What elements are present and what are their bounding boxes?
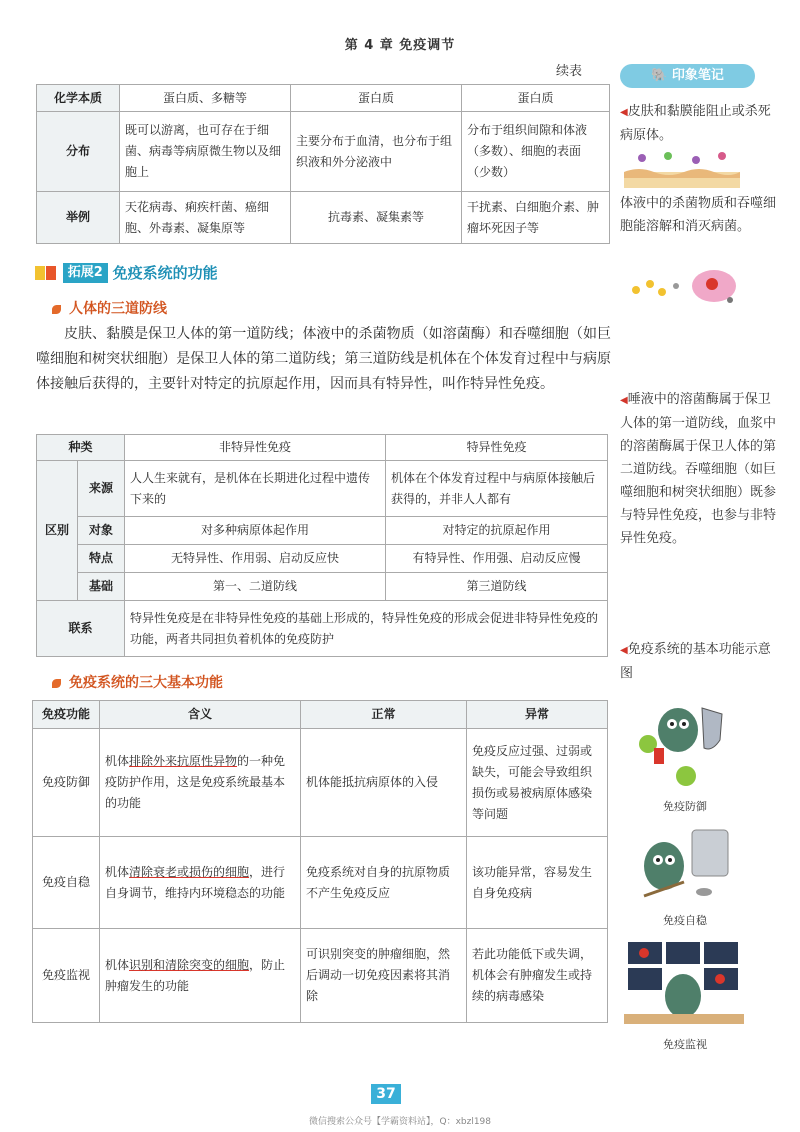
extension-heading [34, 262, 218, 284]
table-cell [100, 729, 301, 837]
table-cell: 有特异性、作用强、启动反应慢 [386, 545, 608, 573]
function-name: 免疫监视 [33, 929, 100, 1023]
note-title-badge [620, 64, 755, 88]
table-cell: 蛋白质 [462, 85, 610, 112]
page-number: 37 [371, 1084, 401, 1104]
kind-label: 种类 [37, 435, 125, 461]
text-span: 机体 [105, 864, 130, 879]
phagocyte-illustration [626, 262, 742, 306]
side-note [620, 100, 780, 147]
pointer-icon: ◀ [620, 645, 628, 656]
book-icon [34, 264, 58, 282]
col-header: 非特异性免疫 [125, 435, 386, 461]
text-span: 机体 [105, 957, 130, 972]
section-heading [52, 672, 223, 692]
table-cell: 既可以游离，也可存在于细菌、病毒等病原微生物以及细胞上 [120, 112, 291, 192]
side-note [620, 638, 780, 685]
row-label: 举例 [37, 192, 120, 244]
table-cell: 机体在个体发育过程中与病原体接触后获得的，并非人人都有 [386, 461, 608, 517]
table-cell: 免疫系统对自身的抗原物质不产生免疫反应 [301, 837, 467, 929]
table-cell: 免疫反应过强、过弱或缺失，可能会导致组织损伤或易被病原体感染等问题 [467, 729, 608, 837]
function-table [32, 700, 608, 1023]
underlined-text: 排除外来抗原性异物 [129, 754, 238, 768]
row-label: 对象 [78, 517, 125, 545]
elephant-icon: 🐘 [651, 68, 672, 83]
surveillance-illustration [624, 938, 744, 1026]
table-cell: 蛋白质、多糖等 [120, 85, 291, 112]
row-label: 特点 [78, 545, 125, 573]
link-text: 特异性免疫是在非特异性免疫的基础上形成的，特异性免疫的形成会促进非特异性免疫的功能，两者共同担负着机体的免疫防护 [125, 601, 608, 657]
row-label: 分布 [37, 112, 120, 192]
table-cell: 抗毒素、凝集素等 [291, 192, 462, 244]
table-cell [100, 929, 301, 1023]
underlined-text: 识别和清除突变的细胞 [129, 957, 250, 972]
table-cell: 人人生来就有，是机体在长期进化过程中遗传下来的 [125, 461, 386, 517]
col-header: 含义 [100, 701, 301, 729]
function-name: 免疫自稳 [33, 837, 100, 929]
note-text: 皮肤和黏膜能阻止或杀死病原体。 [620, 104, 771, 143]
extension-tag: 拓展2 [63, 263, 108, 283]
col-header: 异常 [467, 701, 608, 729]
table-cell: 第一、二道防线 [125, 573, 386, 601]
link-label: 联系 [37, 601, 125, 657]
leaf-icon [52, 305, 61, 314]
extension-title: 免疫系统的功能 [112, 264, 218, 282]
body-paragraph: 皮肤、黏膜是保卫人体的第一道防线；体液中的杀菌物质（如溶菌酶）和吞噬细胞（如巨噬细胞和树突状细胞）是保卫人体的第二道防线；第三道防线是机体在个体发育过程中与病原体接触后获得的，主要针对特定的抗原起作用，因而具有特异性，叫作特异性免疫。 [36, 326, 611, 392]
chapter-header: 第 4 章 免疫调节 [344, 38, 456, 53]
note-text: 免疫系统的基本功能示意图 [620, 642, 771, 681]
table-cell: 对特定的抗原起作用 [386, 517, 608, 545]
row-label: 基础 [78, 573, 125, 601]
table-cell: 对多种病原体起作用 [125, 517, 386, 545]
leaf-icon [52, 679, 61, 688]
caption: 免疫防御 [663, 800, 707, 813]
section-title: 人体的三道防线 [69, 301, 167, 317]
table-cell: 该功能异常，容易发生自身免疫病 [467, 837, 608, 929]
section-title: 免疫系统的三大基本功能 [69, 675, 223, 691]
table-cell: 分布于组织间隙和体液（多数）、细胞的表面（少数） [462, 112, 610, 192]
text-span: ，防止肿瘤发生的功能 [105, 957, 286, 993]
row-label: 化学本质 [37, 85, 120, 112]
underlined-text: 清除衰老或损伤的细胞 [129, 864, 250, 879]
table-cell [100, 837, 301, 929]
defense-illustration [624, 700, 744, 792]
continued-label: 续表 [556, 64, 583, 79]
homeostasis-illustration [624, 826, 744, 910]
table-cell: 若此功能低下或失调，机体会有肿瘤发生或持续的病毒感染 [467, 929, 608, 1023]
side-note [620, 388, 780, 550]
col-header: 免疫功能 [33, 701, 100, 729]
side-note: 体液中的杀菌物质和吞噬细胞能溶解和消灭病菌。 [620, 196, 777, 234]
note-text: 唾液中的溶菌酶属于保卫人体的第一道防线，血浆中的溶菌酶属于保卫人体的第二道防线。吞噬细胞（如巨噬细胞和树突状细胞）既参与特异性免疫，也参与非特异性免疫。 [620, 392, 777, 546]
pointer-icon: ◀ [620, 107, 628, 118]
table-cell: 可识别突变的肿瘤细胞，然后调动一切免疫因素将其消除 [301, 929, 467, 1023]
row-label: 来源 [78, 461, 125, 517]
function-name: 免疫防御 [33, 729, 100, 837]
footer-watermark: 微信搜索公众号【学霸资料站】，Q：xbzl198 [308, 1117, 492, 1127]
pointer-icon: ◀ [620, 395, 628, 406]
col-header: 特异性免疫 [386, 435, 608, 461]
group-label: 区别 [37, 461, 78, 601]
section-heading [52, 298, 167, 318]
table-cell: 无特异性、作用弱、启动反应快 [125, 545, 386, 573]
text-span: 的一种免疫防护作用，这是免疫系统最基本的功能 [105, 754, 286, 810]
table-cell: 机体能抵抗病原体的入侵 [301, 729, 467, 837]
caption: 免疫监视 [663, 1038, 707, 1051]
immunity-table [36, 434, 608, 657]
table-cell: 主要分布于血清，也分布于组织液和外分泌液中 [291, 112, 462, 192]
antigen-table [36, 84, 610, 244]
table-cell: 干扰素、白细胞介素、肿瘤坏死因子等 [462, 192, 610, 244]
table-cell: 蛋白质 [291, 85, 462, 112]
col-header: 正常 [301, 701, 467, 729]
text-span: ，进行自身调节，维持内环境稳态的功能 [105, 864, 286, 900]
table-cell: 第三道防线 [386, 573, 608, 601]
note-title: 印象笔记 [671, 68, 724, 83]
skin-barrier-illustration [624, 150, 740, 188]
caption: 免疫自稳 [663, 914, 707, 927]
table-cell: 天花病毒、痢疾杆菌、癌细胞、外毒素、凝集原等 [120, 192, 291, 244]
text-span: 机体 [105, 754, 130, 768]
